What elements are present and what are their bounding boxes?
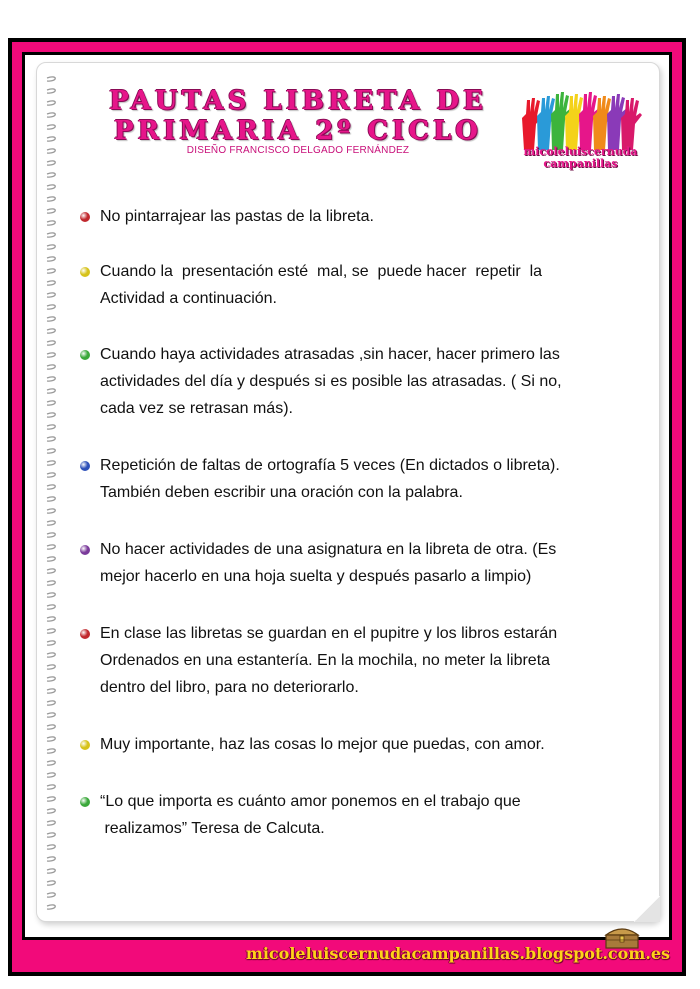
spiral-ring bbox=[47, 653, 55, 657]
spiral-ring bbox=[47, 569, 55, 573]
spiral-ring bbox=[47, 617, 55, 621]
spiral-ring bbox=[47, 689, 55, 693]
spiral-ring bbox=[47, 581, 55, 585]
spiral-ring bbox=[47, 341, 55, 345]
spiral-ring bbox=[47, 545, 55, 549]
spiral-ring bbox=[47, 353, 55, 357]
spiral-ring bbox=[47, 329, 55, 333]
bullet-icon bbox=[80, 629, 90, 639]
spiral-ring bbox=[47, 197, 55, 201]
spiral-ring bbox=[47, 785, 55, 789]
spiral-ring bbox=[47, 701, 55, 705]
spiral-ring bbox=[47, 233, 55, 237]
rule-text-line: Repetición de faltas de ortografía 5 veces (En dictados o libreta). bbox=[100, 457, 560, 474]
spiral-ring bbox=[47, 401, 55, 405]
rule-item bbox=[100, 341, 640, 422]
spiral-ring bbox=[47, 413, 55, 417]
rule-item bbox=[100, 452, 640, 506]
bullet-icon bbox=[80, 350, 90, 360]
spiral-ring bbox=[47, 677, 55, 681]
spiral-ring bbox=[47, 461, 55, 465]
rule-text-line: No hacer actividades de una asignatura en la libreta de otra. (Es bbox=[100, 541, 557, 558]
footer-blog-url[interactable]: micoleluiscernudacampanillas.blogspot.com.es bbox=[245, 944, 670, 963]
spiral-ring bbox=[47, 857, 55, 861]
rule-text-line: No pintarrajear las pastas de la libreta. bbox=[100, 208, 374, 225]
page-title bbox=[78, 86, 518, 146]
rule-item bbox=[100, 620, 640, 701]
spiral-ring bbox=[47, 509, 55, 513]
spiral-ring bbox=[47, 437, 55, 441]
spiral-ring bbox=[47, 389, 55, 393]
rule-item bbox=[100, 536, 640, 590]
rule-item bbox=[100, 258, 640, 312]
rule-text-line: Actividad a continuación. bbox=[100, 290, 277, 307]
spiral-ring bbox=[47, 305, 55, 309]
spiral-ring bbox=[47, 737, 55, 741]
spiral-ring bbox=[47, 317, 55, 321]
rule-text-line: También deben escribir una oración con la palabra. bbox=[100, 484, 463, 501]
spiral-ring bbox=[47, 845, 55, 849]
spiral-ring bbox=[47, 533, 55, 537]
spiral-ring bbox=[47, 665, 55, 669]
spiral-ring bbox=[47, 221, 55, 225]
rule-text-line: Cuando la presentación esté mal, se puede hacer repetir la bbox=[100, 263, 543, 280]
spiral-ring bbox=[47, 773, 55, 777]
spiral-ring bbox=[47, 77, 55, 81]
spiral-ring bbox=[47, 521, 55, 525]
spiral-ring bbox=[47, 557, 55, 561]
spiral-ring bbox=[47, 641, 55, 645]
spiral-ring bbox=[47, 893, 55, 897]
page-subtitle: DISEÑO FRANCISCO DELGADO FERNÁNDEZ bbox=[186, 145, 410, 156]
spiral-ring bbox=[47, 797, 55, 801]
spiral-ring bbox=[47, 365, 55, 369]
spiral-ring bbox=[47, 293, 55, 297]
spiral-ring bbox=[47, 473, 55, 477]
spiral-ring bbox=[47, 905, 55, 909]
spiral-binding bbox=[44, 72, 60, 912]
logo-caption bbox=[508, 146, 653, 170]
spiral-ring bbox=[47, 593, 55, 597]
bullet-icon bbox=[80, 545, 90, 555]
spiral-ring bbox=[47, 749, 55, 753]
spiral-ring bbox=[47, 605, 55, 609]
spiral-ring bbox=[47, 761, 55, 765]
bullet-icon bbox=[80, 740, 90, 750]
spiral-ring bbox=[47, 257, 55, 261]
bullet-icon bbox=[80, 461, 90, 471]
bullet-icon bbox=[80, 797, 90, 807]
rule-text-line: mejor hacerlo en una hoja suelta y después pasarlo a limpio) bbox=[100, 568, 532, 585]
spiral-ring bbox=[47, 209, 55, 213]
rule-text-line: realizamos” Teresa de Calcuta. bbox=[100, 820, 325, 837]
rule-text-line: cada vez se retrasan más). bbox=[100, 400, 293, 417]
rule-text-line: Cuando haya actividades atrasadas ,sin hacer, hacer primero las bbox=[100, 346, 560, 363]
spiral-ring bbox=[47, 185, 55, 189]
title-line-1: PAUTAS LIBRETA DE bbox=[109, 86, 487, 116]
spiral-ring bbox=[47, 449, 55, 453]
spiral-ring bbox=[47, 137, 55, 141]
spiral-ring bbox=[47, 173, 55, 177]
spiral-ring bbox=[47, 485, 55, 489]
rule-text-line: Ordenados en una estantería. En la mochila, no meter la libreta bbox=[100, 652, 551, 669]
spiral-ring bbox=[47, 101, 55, 105]
spiral-ring bbox=[47, 497, 55, 501]
rule-text-line: dentro del libro, para no deteriorarlo. bbox=[100, 679, 359, 696]
spiral-ring bbox=[47, 725, 55, 729]
spiral-ring bbox=[47, 113, 55, 117]
rule-text-line: Muy importante, haz las cosas lo mejor que puedas, con amor. bbox=[100, 736, 545, 753]
bullet-icon bbox=[80, 212, 90, 222]
spiral-ring bbox=[47, 89, 55, 93]
rule-item bbox=[100, 203, 640, 230]
bullet-icon bbox=[80, 267, 90, 277]
paper-fold-corner bbox=[634, 896, 660, 922]
spiral-ring bbox=[47, 713, 55, 717]
spiral-ring bbox=[47, 161, 55, 165]
spiral-ring bbox=[47, 833, 55, 837]
logo-caption-line-1: micoleluiscernuda bbox=[523, 145, 638, 158]
rule-item bbox=[100, 731, 640, 758]
rule-item bbox=[100, 788, 640, 842]
rule-text-line: En clase las libretas se guardan en el pupitre y los libros estarán bbox=[100, 625, 558, 642]
spiral-ring bbox=[47, 425, 55, 429]
spiral-ring bbox=[47, 869, 55, 873]
rule-text-line: “Lo que importa es cuánto amor ponemos en el trabajo que bbox=[100, 793, 521, 810]
spiral-ring bbox=[47, 269, 55, 273]
spiral-ring bbox=[47, 245, 55, 249]
spiral-ring bbox=[47, 809, 55, 813]
spiral-ring bbox=[47, 125, 55, 129]
title-line-2: PRIMARIA 2º CICLO bbox=[114, 116, 482, 146]
spiral-ring bbox=[47, 377, 55, 381]
spiral-ring bbox=[47, 821, 55, 825]
spiral-ring bbox=[47, 149, 55, 153]
rule-text-line: actividades del día y después si es posible las atrasadas. ( Si no, bbox=[100, 373, 562, 390]
logo-caption-line-2: campanillas bbox=[543, 157, 618, 170]
spiral-ring bbox=[47, 629, 55, 633]
spiral-ring bbox=[47, 881, 55, 885]
spiral-ring bbox=[47, 281, 55, 285]
